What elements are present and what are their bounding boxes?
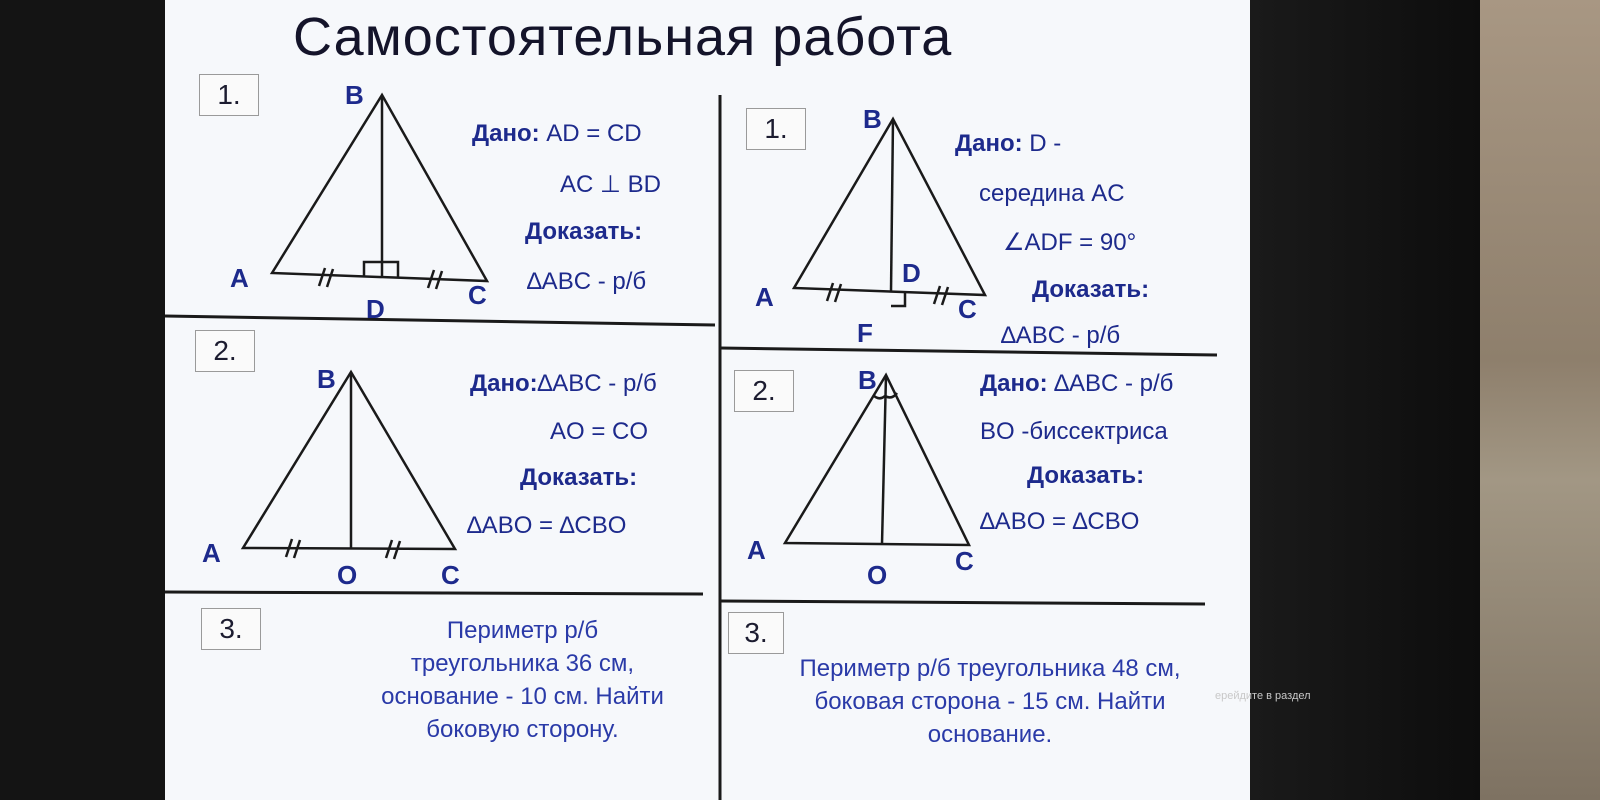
task-number: 3. xyxy=(728,612,784,654)
point-label-a: A xyxy=(747,535,766,565)
point-label-c: C xyxy=(468,280,487,310)
task-text xyxy=(340,614,705,746)
given-line xyxy=(955,130,1061,158)
task-text-line: Периметр р/б xyxy=(446,617,599,644)
given-line xyxy=(470,370,657,398)
point-label-b: B xyxy=(858,365,877,395)
given-line xyxy=(980,370,1173,398)
task-number: 2. xyxy=(195,330,255,372)
triangle-figure-1 xyxy=(272,95,487,289)
navigation-hint: ерейдите в раздел xyxy=(1215,690,1311,702)
divider-right-2 xyxy=(720,601,1205,604)
task-text-line: основание. xyxy=(927,721,1053,748)
task-number: 2. xyxy=(734,370,794,412)
task-text-line: боковую сторону. xyxy=(426,716,619,743)
point-label-c: C xyxy=(441,560,460,590)
point-label-b: B xyxy=(317,364,336,394)
given-line xyxy=(472,120,642,148)
point-label-c: C xyxy=(958,294,977,324)
task-text-line: основание - 10 см. Найти xyxy=(381,683,664,710)
slide xyxy=(165,0,1250,800)
monitor-bezel xyxy=(1250,0,1480,800)
given-label: Дано: xyxy=(470,370,538,397)
background-wall xyxy=(1480,0,1600,800)
given-value: AD = CD xyxy=(546,120,642,147)
prove-statement: ∆ABC - р/б xyxy=(527,268,647,295)
point-label-a: A xyxy=(230,263,249,293)
prove-label: Доказать: xyxy=(1032,276,1150,303)
point-label-b: B xyxy=(863,104,882,134)
prove-statement: ∆ABO = ∆CBO xyxy=(980,508,1140,535)
divider-right-1 xyxy=(720,348,1217,355)
divider-left-1 xyxy=(165,316,715,325)
given-line: AO = CO xyxy=(550,418,649,445)
task-text-line: Периметр р/б треугольника 48 см, xyxy=(799,655,1181,682)
prove-statement: ∆ABC - р/б xyxy=(1001,322,1121,349)
given-label: Дано: xyxy=(980,370,1048,397)
point-label-a: A xyxy=(202,538,221,568)
task-text-line: треугольника 36 см, xyxy=(410,650,635,677)
given-value: ∆ABC - р/б xyxy=(537,370,657,397)
triangle-figure-2 xyxy=(243,372,455,559)
point-label-b: B xyxy=(345,80,364,110)
point-label-d: D xyxy=(366,294,385,324)
given-label: Дано: xyxy=(472,120,540,147)
task-number: 1. xyxy=(199,74,259,116)
prove-statement: ∆ABO = ∆CBO xyxy=(467,512,627,539)
given-line: BO -биссектриса xyxy=(980,418,1168,445)
divider-left-2 xyxy=(165,592,703,594)
prove-label: Доказать: xyxy=(520,464,638,491)
point-label-o: O xyxy=(337,560,358,590)
point-label-a: A xyxy=(755,282,774,312)
task-number: 3. xyxy=(201,608,261,650)
page-title: Самостоятельная работа xyxy=(293,7,953,67)
given-value: D - xyxy=(1029,130,1062,157)
given-label: Дано: xyxy=(955,130,1023,157)
given-value: ∆ABC - р/б xyxy=(1054,370,1174,397)
prove-label: Доказать: xyxy=(525,218,643,245)
task-number: 1. xyxy=(746,108,806,150)
triangle-figure-2-right xyxy=(785,375,969,545)
point-label-f: F xyxy=(857,318,873,348)
given-line: ∠ADF = 90° xyxy=(1003,229,1137,256)
prove-label: Доказать: xyxy=(1027,462,1145,489)
task-text-line: боковая сторона - 15 см. Найти xyxy=(814,688,1166,715)
given-line: середина AC xyxy=(979,180,1125,207)
task-text xyxy=(765,652,1215,751)
point-label-d: D xyxy=(902,258,921,288)
point-label-o: O xyxy=(867,560,888,590)
given-line: AC ⊥ BD xyxy=(560,171,661,198)
point-label-c: C xyxy=(955,546,974,576)
